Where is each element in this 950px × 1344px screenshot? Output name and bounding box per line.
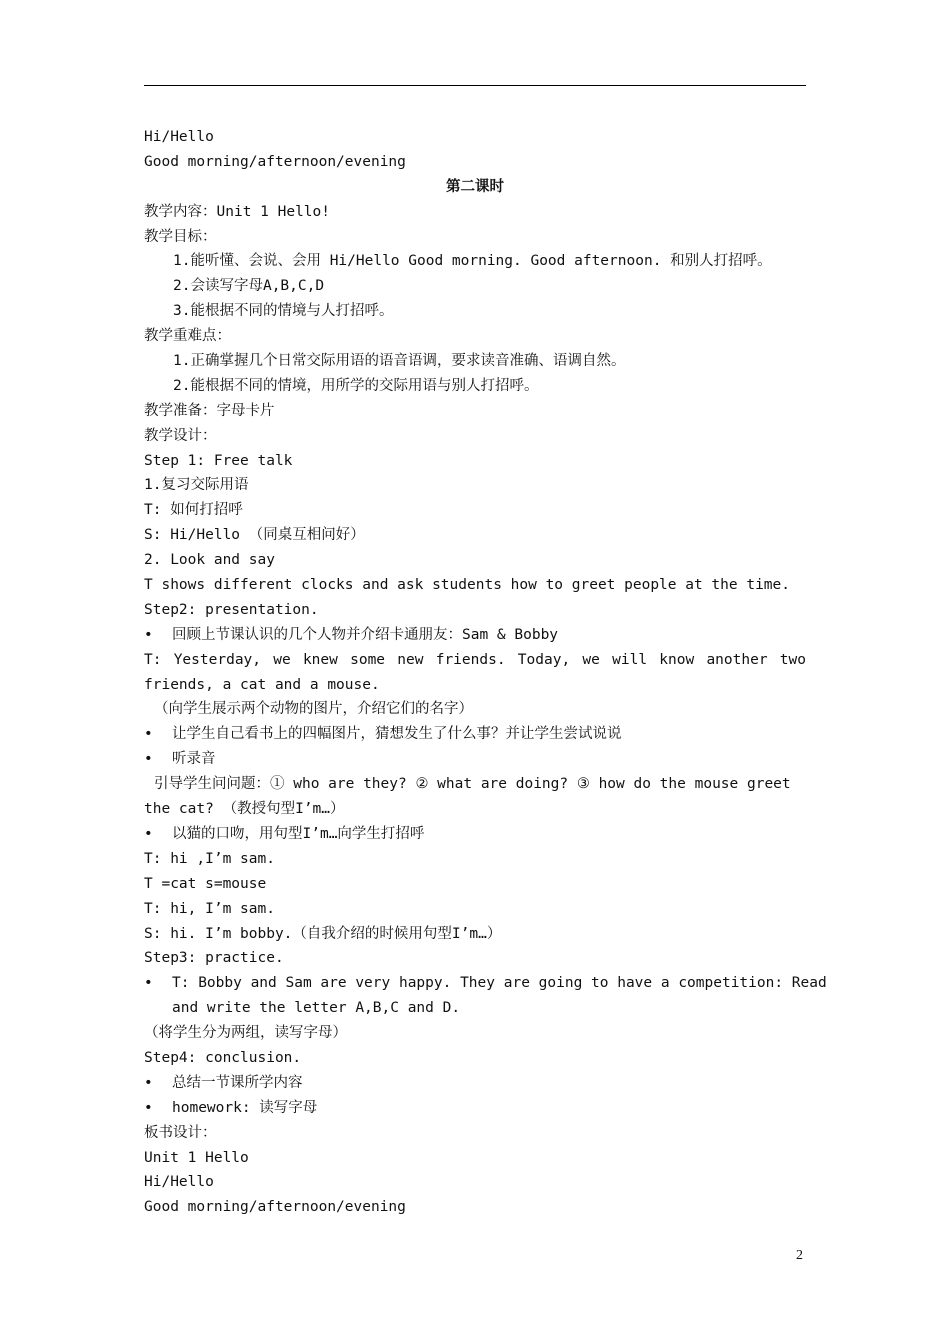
bullet-item — [144, 1096, 806, 1121]
text-line: 1.复习交际用语 — [144, 477, 249, 494]
text-line: Hi/Hello — [144, 129, 214, 145]
text-line: 3.能根据不同的情境与人打招呼。 — [173, 303, 394, 320]
bullet-text: 总结一节课所学内容 — [172, 1074, 303, 1091]
text-line: 教学准备：字母卡片 — [144, 402, 275, 419]
bullet-text: 听录音 — [172, 751, 216, 768]
bullet-text: 以猫的口吻，用句型I’m…向学生打招呼 — [172, 825, 425, 842]
text-line: T: Yesterday, we knew some new friends. Today, we will know another two — [144, 651, 806, 668]
page-number: 2 — [796, 1248, 803, 1263]
text-line: 教学重难点： — [144, 328, 231, 345]
text-line: Step2: presentation. — [144, 601, 319, 618]
text-line: T: 如何打招呼 — [144, 502, 243, 519]
text-line: （将学生分为两组，读写字母） — [144, 1025, 347, 1042]
text-line: 教学设计： — [144, 427, 217, 444]
text-line: Hi/Hello — [144, 1174, 214, 1191]
bullet-icon: • — [144, 726, 153, 743]
text-line: 板书设计： — [144, 1124, 217, 1141]
text-line: 2. Look and say — [144, 552, 275, 569]
text-line: friends, a cat and a mouse. — [144, 676, 380, 693]
bullet-item — [144, 722, 806, 747]
bullet-text: 回顾上节课认识的几个人物并介绍卡通朋友：Sam & Bobby — [172, 626, 559, 643]
bullet-text: T: Bobby and Sam are very happy. They are going to have a competition: Read — [172, 975, 827, 992]
document-body — [144, 125, 827, 1220]
bullet-icon: • — [144, 975, 153, 992]
bullet-item — [144, 822, 806, 847]
text-line: S: Hi/Hello （同桌互相问好） — [144, 527, 365, 544]
text-line: Step3: practice. — [144, 950, 284, 967]
text-line: Unit 1 Hello — [144, 1149, 249, 1166]
bullet-item — [144, 623, 806, 648]
text-line: T: hi ,I’m sam. — [144, 850, 275, 867]
bullet-text: homework: 读写字母 — [172, 1099, 318, 1116]
bullet-item — [144, 971, 827, 996]
text-line: and write the letter A,B,C and D. — [172, 1000, 461, 1017]
text-line: Step4: conclusion. — [144, 1049, 302, 1066]
bullet-icon: • — [144, 751, 153, 768]
text-line: T shows different clocks and ask students how to greet people at the time. — [144, 577, 791, 594]
text-line: Good morning/afternoon/evening — [144, 153, 406, 170]
text-line: Good morning/afternoon/evening — [144, 1199, 406, 1216]
text-line: Step 1: Free talk — [144, 452, 293, 469]
bullet-icon: • — [144, 1099, 153, 1116]
bullet-icon: • — [144, 825, 153, 842]
text-line: 2.能根据不同的情境，用所学的交际用语与别人打招呼。 — [173, 377, 539, 394]
text-line: S: hi. I’m bobby.（自我介绍的时候用句型I’m…） — [144, 925, 502, 942]
header-rule — [144, 85, 806, 86]
bullet-text: 让学生自己看书上的四幅图片，猜想发生了什么事？并让学生尝试说说 — [172, 726, 622, 743]
text-line: T =cat s=mouse — [144, 875, 267, 892]
bullet-icon: • — [144, 626, 153, 643]
text-line: 引导学生问问题：① who are they? ② what are doing? ③ how do the mouse greet — [154, 776, 791, 793]
text-line: the cat? （教授句型I’m…） — [144, 801, 345, 818]
text-line: 1.正确掌握几个日常交际用语的语音语调，要求读音准确、语调自然。 — [173, 353, 626, 370]
bullet-item — [144, 747, 806, 772]
text-line: T: hi, I’m sam. — [144, 900, 275, 917]
text-line: 教学内容：Unit 1 Hello! — [144, 203, 330, 220]
bullet-icon: • — [144, 1074, 153, 1091]
text-line: （向学生展示两个动物的图片，介绍它们的名字） — [154, 701, 473, 718]
text-line: 教学目标： — [144, 228, 217, 245]
section-title: 第二课时 — [446, 178, 504, 195]
text-line: 1.能听懂、会说、会用 Hi/Hello Good morning. Good afternoon. 和别人打招呼。 — [173, 253, 772, 270]
text-line: 2.会读写字母A,B,C,D — [173, 278, 325, 295]
bullet-item — [144, 1071, 806, 1096]
